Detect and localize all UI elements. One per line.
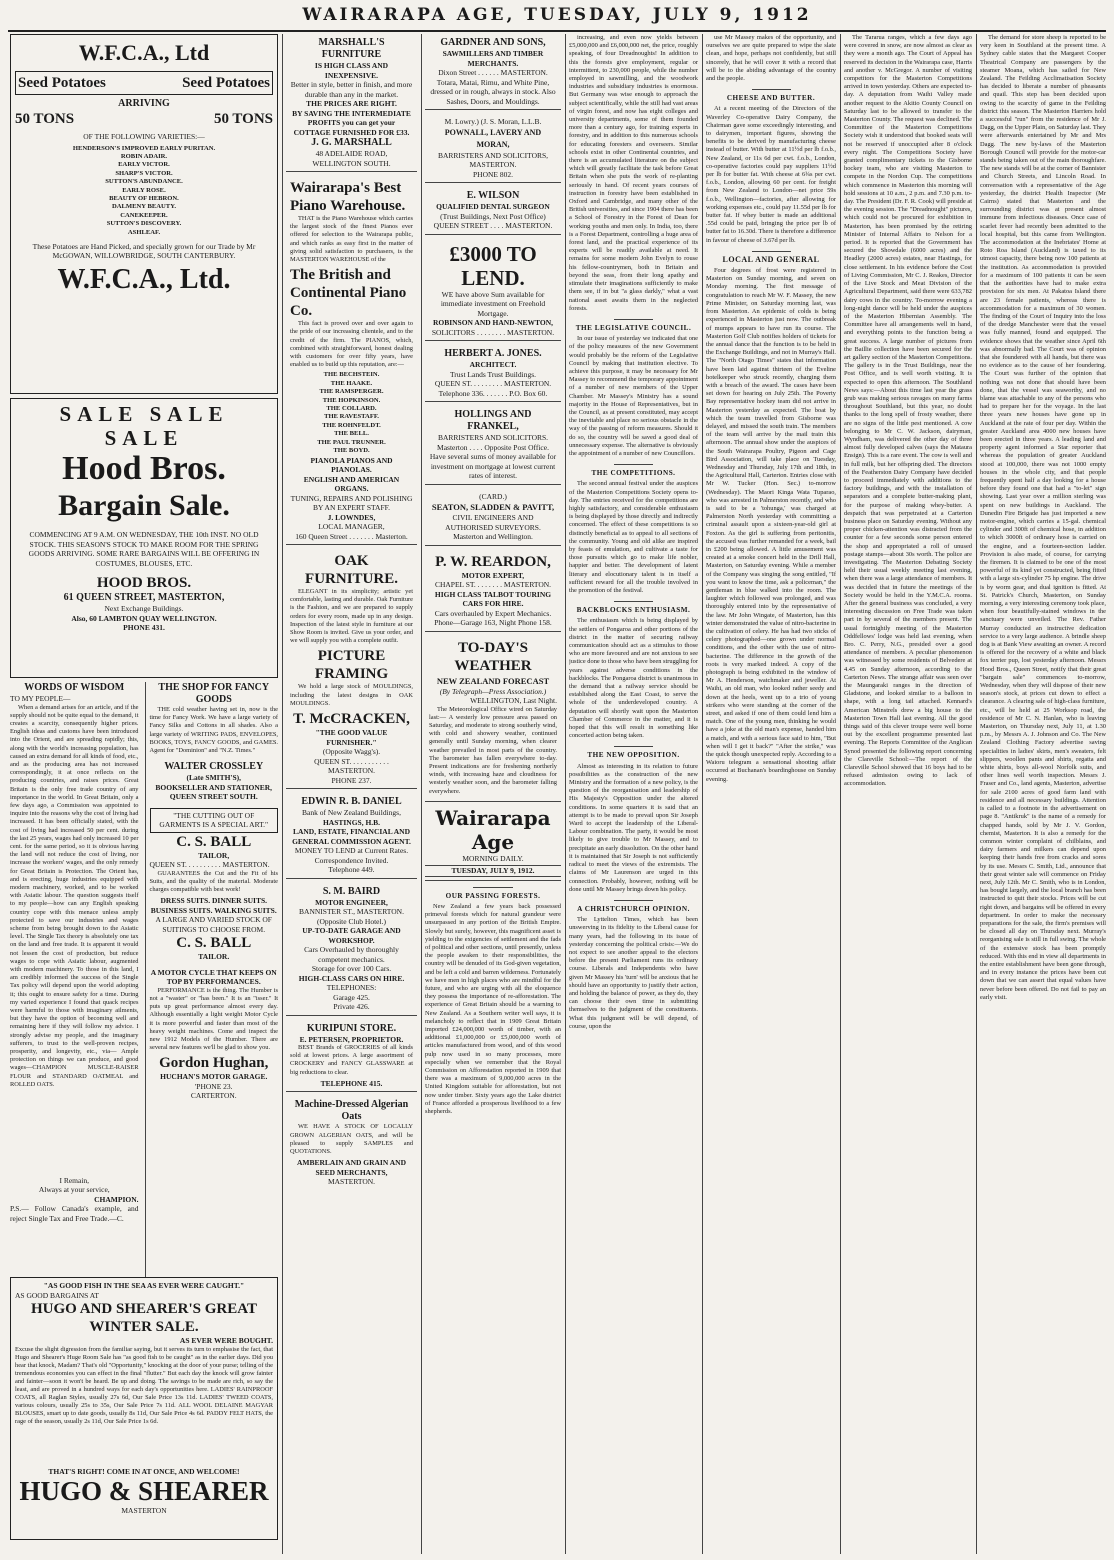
variety-item: ASHLEAF.	[127, 228, 161, 236]
ball-text: GUARANTEES the Cut and the Fit of his Suits, and the quality of the material. Moderate charges compatible with best work!	[149, 869, 278, 894]
tons-left: 50 TONS	[15, 111, 75, 127]
piano-item: THE BOYD.	[333, 447, 370, 455]
column-rule	[840, 34, 841, 1554]
hughan-town: CARTERTON.	[190, 1091, 237, 1101]
mccracken-address: QUEEN ST. . . . . . . . . . . MASTERTON.	[314, 756, 389, 776]
mccracken-phone: PHONE 237.	[331, 775, 372, 785]
column-rule	[702, 34, 703, 1554]
forests-heading: OUR PASSING FORESTS.	[425, 887, 561, 900]
amberlain-name: AMBERLAIN AND GRAIN AND SEED MERCHANTS,	[297, 1158, 406, 1177]
christchurch-text: The Lyttelton Times, which has been unswerving in its fidelity to the Liberal cause for many years, had the following in its issue of yesterday concerning the political crisis:—We do not expect to see another appeal to the electors before the present Parliament runs its ordinary course. Liberals and Independents who have given Mr Massey his 'turn' will be anxious that he should have an opportunity to justify their action, and holding the balance of power, as they do, they can choose their own time in submitting themselves to the judgment of the constituents. What this judgment will be will depend, of course, upon the	[569, 916, 698, 1030]
wilson-name: E. WILSON	[466, 190, 520, 201]
wisdom-ps: P.S.— Follow Canada's example, and reject Single Tax and Free Trade.—C.	[10, 1204, 139, 1223]
local-continued-2: The demand for store sheep is reported to be very keen in Southland at the present time. A Sydney cable states that the Margaret Cooper Theatrical Company are passengers by the steamer Moana, which has sailed for New Zealand. The Feilding Acclimatisation Society has decided to liberate a number of pheasants and quail. This step has been decided upon owing to the scarcity of game in the Feilding district this season. The Masterton Harriers hold a successful "run" from the residence of Mr J. Dagg, on the Upper Plain, on Saturday last. They were afterwards entertained by Mr and Mrs Dagg. The new by-laws of the Masterton Borough Council will provide for the motor-car stands being taken out of the main thoroughfare. The new stands will be at the corner of Bannister and Church Streets, and Lincoln Road. In conversation with a representative of the Age yesterday, the district Health Inspector (Mr Cairns) stated that Masterton and the surrounding district was at present almost immune from infectious diseases. Once case of scarlet fever had recently been admitted to the local hospital, but this came from Wellington. The accommodation at the Inebriates' Home at Roto Roa Island (Auckland) is taxed to its utmost capacity, there being now 100 patients at the institution. As accommodation is provided for a maximum of 100 patients it can be seen that the authorities have had to make extra provision for six men. At Pakatoa Island there are 23 female patients, whereas there is accommodation for a maximum of 30 women. The finding of the Court of Inquiry into the loss of the dredge Manchester were that the vessel was fully manned, found and equipped. The evidence shows that the weather since April 6th was abnormally bad. The Court was of opinion that she foundered with all hands, but there was no evidence as to the cause of her foundering. The Court was further of the opinion that nothing was not done that should have been done, that the vessel was seaworthy, and no blame was attachable to any of the persons who had to prepare her for the voyage. In the last three years new houses have gone up in Auckland at the rate of four per day. Within the greater Auckland area 4000 new houses have been erected in three years. A leading land and property agent informed a Star reporter that whereas the population of greater Auckland stood at 100,000, there was not 1000 empty houses in the whole city, and that people frequently spent half a day looking for a house before they found one that had a "to-let" sign showing. Last year over a million sterling was spent on new buildings in Auckland. The Dunedin Fire Brigade has just imported a new motor-engine, which carries a 15-gal. chemical cylinder and 300ft of chemical hose, in addition to which 3000ft of ordinary hose is carried on the engine, and a fourteen-section ladder. Provision is also made, of course, for carrying the firemen. It is claimed to be one of the most powerful of its kind yet constructed, being fitted with a large six-cylinder 75 hp engine. The drive is by worm gear, and dual ignition is fitted. At St. Patrick's Church, Masterton, on Sunday morning, a very interesting ceremony took place, when four beautifully-stained windows in the sanctuary were unveiled. The Rev. Father Murray conducted an instructive dedication service to a very large audience. A brindle sheep dog is at Bank View awaiting an owner. A record is offered for the recovery of a white and black fox terrier pup, lost yesterday afternoon. Messrs Hood Bros., Queen Street, notify that their great "bargain sale" commences to-morrow, Wednesday, when they will dispose of their new season's stock, at prices cut down to effect a clearance. A clearing sale of high-class furniture, etc., will be held at 25 Worksop road, the residence of Mr C. N. Hanlan, who is leaving Masterton, on Thursday next, July 11, at 1.30 p.m., by Messrs A. J. Johnson and Co. The New Zealand Clothing Factory advertise saving specialities in ladies' skirts, men's sweaters, felt slippers, woollen pants and shirts, regatta and white shirts, boys all-wool Norfolk suits, and other lines well worth inspection. Messrs J. Fraser and Co., land agents, Masterton, advertise for sale 2100 acres of good farm land with residence and all necessary buildings. Attention is called to a footnote in the advertisement on page 8. "Antikruk" is the name of a remedy for chapped hands, sold by Mr J. V. Gordon, chemist, Masterton. It is also a remedy for the common winter complaint of chilblains, and dairy farmers and milkers can depend upon keeping their hands free from cracks and sores by its use. Messrs C. Smith, Ltd., announce that their great winter sale will commence on Friday next, July 12th. Mr C. Smith, who is in London, has bought largely, and the local branch has been instructed to quit their stocks. Prices will be cut right down, and bargains will be offered in every department. In order to make the necessary preparations for the sale, the firm's premises will be closed all day on Thursday next. Murray's reorganising sale is still in full swing. The whole of the extensive stock has been promptly reduced. With this end in view all departments in the entire establishment have been gone through, and in every instance the prices have been cut down that we can assert that equal values have never before been offered. Do not fail to pay an early visit.	[980, 34, 1106, 1001]
column-rule	[421, 34, 422, 1554]
seaton-trade: CIVIL ENGINEERS AND AUTHORISED SURVEYORS.	[445, 513, 541, 532]
crossley-name: WALTER CROSSLEY	[164, 761, 264, 773]
reardon-trade: MOTOR EXPERT,	[461, 570, 525, 580]
weather-subtitle: NEW ZEALAND FORECAST	[436, 675, 550, 686]
seaton-name: SEATON, SLADDEN & PAVITT,	[431, 502, 555, 512]
ball-large: A LARGE AND VARIED STOCK OF SUITINGS TO CHOOSE FROM.	[155, 915, 272, 934]
oats-title: Machine-Dressed Algerian Oats	[294, 1099, 409, 1123]
lowry-firm: POWNALL, LAVERY AND MORAN,	[444, 127, 542, 149]
competitions-heading: THE COMPETITIONS.	[569, 464, 698, 477]
wilson-card	[425, 187, 561, 235]
ball-suits: DRESS SUITS. DINNER SUITS. BUSINESS SUITS. WALKING SUITS.	[150, 896, 277, 915]
tuning-line: TUNING, REPAIRS AND POLISHING BY AN EXPERT STAFF.	[290, 493, 413, 512]
col1-lower-block	[10, 682, 278, 1277]
picture-title: PICTURE FRAMING	[314, 648, 389, 683]
baird-storage: Storage for over 100 Cars.	[311, 964, 392, 974]
christchurch-continued: use Mr Massey makes of the opportunity, and ourselves we are quite prepared to wipe the slate clean, and hope, perhaps not confidently, but still sincerely, that he will cover it with a record that will be to the abiding advantage of the country and the people.	[706, 34, 836, 83]
ball-tailor: TAILOR,	[198, 850, 230, 860]
motor-title: A MOTOR CYCLE THAT KEEPS ON TOP BY PERFORMANCES.	[150, 967, 277, 987]
piano-item: THE RAVESTAFF.	[324, 413, 379, 421]
piano-list	[290, 371, 413, 455]
hollings-address: Masterton . . . . Opposite Post Office.	[437, 442, 549, 452]
baird-opposite: (Opposite Club Hotel.)	[317, 916, 386, 926]
hollings-text: Have several sums of money available for investment on mortgage at lowest current rates of interest.	[429, 452, 557, 480]
wisdom-column	[10, 682, 139, 1277]
weather-report	[425, 636, 561, 802]
hughan-phone: 'PHONE 23.	[194, 1081, 233, 1091]
variety-list	[15, 145, 273, 237]
council-text: In our issue of yesterday we indicated that one of the policy measures of the new Government would probably be the reform of the Legislative Council by making that institution elective. To achieve this purpose, it may be necessary for Mr Massey to recommend the temporary appointment of a number of new members of the Upper Chamber. Mr Massey's Ministry has a sound majority in the House of Representatives, but in the Council, as at present constituted, may accept the inevitable and place no serious obstacle in the way of the passing of reform measures. Should it do so, the country will be saved a good deal of unnecessary expense. The alternative is obviously the appointment of a number of new Councillors.	[569, 335, 698, 457]
jones-address: QUEEN ST. . . . . . . . . MASTERTON.	[434, 379, 552, 388]
local-heading: LOCAL AND GENERAL	[706, 251, 836, 264]
wfca-signature: W.F.C.A., Ltd.	[57, 263, 231, 295]
arriving-label: ARRIVING	[118, 98, 170, 109]
crossley-address: QUEEN STREET SOUTH.	[169, 792, 258, 802]
baird-address: BANNISTER ST., MASTERTON.	[299, 907, 404, 917]
baird-garage-tel: Garage 425.	[333, 992, 370, 1002]
marshall-title: MARSHALL'S FURNITURE	[318, 37, 385, 60]
local-text: Four degrees of frost were registered in Masterton on Sunday morning, and seven on Monday morning. The first message of congratulation to reach Mr W. F. Massey, the new Prime Minister, on Saturday morning last, was from Masterton. An epidemic of colds is being experienced in Masterton just now. The outbreak of mumps appears to have run its course. The Masterton Golf Club notifies holders of tickets for the annual dance that the function is to be held in the Exchange Buildings, and not in Murray's Hall. The "North Otago Times" states that information have been laid against thirteen of the Eveline hotelkeeper who struck recently, charging them with a breach of the award. The cases have been set down for hearing on July 25th. The Poverty Bay representative hockey team did not arrive in Masterton yesterday as expected. The boat by which the team travelled from Gisborne was delayed, and missed the south train. The members of the team will arrive by the mail train this afternoon. The annual show under the auspices of the South Wairarapa Poultry, Pigeon and Cage Bird Association, will take place on Tuesday, Wednesday and Thursday, July 17th and 18th, in the Agricultural Hall, Carterton. Entries close with Mr W. Tucker (Hon. Sec.) to-morrow (Wednesday). The Maori Kinga Wata Tuparao, who was arrested in Palmerston recently, and who is said to be a 'tohunga,' was charged at Palmerston North yesterday with committing a criminal assault upon a sixteen-year-old girl at Foxton. As the girl is suffering from peritonitis, the accused was further remanded for a week, bail in £200 being allowed. A little amusement was created at a smoke concert held in the Drill Hall, Masterton, on Saturday evening. While a member of the Company was singing the song entitled, "If you want to know the time, ask a policeman," the gentleman in blue walked into the room. The laughter which followed was prolonged, and was thoroughly entered into by the representative of the law. Mr John Wingate, of Masterton, has this winter demonstrated the value of nitro-bacterine in the cultivation of celery. He has had two sticks of celery photographed—one grown under normal conditions, and the other with the use of nitro-bacterine. The difference in the growth of the roots is very marked indeed. A copy of the photograph is being exhibited in the window of Mr A. Henderson, watchmaker and jeweller. At Waihi, an old man, who looked rather seedy and down at the heels, went up to a trio of young strikers who were standing at the corner of the street, and asked if one of them could lend him a match. One of the young men, thinking he would have a joke at the old man's expense, handed him a match, and with a serious face said to him, "But when will I get it back?" "After the strike," was the quick though unexpected reply. According to a Waioru telegram a sensational shooting affair occurred at Buchanan's boardinghouse on Sunday evening.	[706, 267, 836, 783]
age-title: Wairarapa Age	[435, 805, 551, 854]
crossley-trade: BOOKSELLER AND STATIONER,	[155, 782, 273, 792]
hood-also: Also, 60 LAMBTON QUAY WELLINGTON.	[71, 613, 217, 623]
lend-heading: £3000 TO LEND.	[449, 241, 537, 290]
lowry-town: MASTERTON.	[469, 160, 517, 169]
reardon-card	[425, 550, 561, 632]
variety-item: HENDERSON'S IMPROVED EARLY PURITAN.	[72, 144, 216, 152]
column-rule	[976, 34, 977, 1554]
lowry-phone: PHONE 802.	[472, 169, 513, 179]
hood-sale-text: COMMENCING AT 9 A.M. ON WEDNESDAY, THE 10th INST. NO OLD STOCK. THIS SEASON'S STOCK TO MAKE ROOM FOR THE SPRING GOODS ARRIVING. SOME RARE BARGAINS WILL BE OFFERING IN COSTUMES, BLOUSES, ETC.	[28, 530, 260, 568]
mccracken-name: T. McCRACKEN,	[293, 711, 410, 728]
seaton-town: Masterton and Wellington.	[453, 532, 533, 541]
reardon-cars: HIGH CLASS TALBOT TOURING CARS FOR HIRE.	[434, 589, 552, 608]
baird-title: S. M. BAIRD	[322, 885, 381, 897]
jones-trade: ARCHITECT.	[469, 360, 517, 369]
editorial-nameplate	[425, 806, 561, 881]
column-2	[286, 34, 417, 1554]
mccracken-opposite: (Opposite Wagg's).	[322, 747, 381, 757]
daniel-bank: Bank of New Zealand Buildings,	[302, 808, 401, 818]
tons-right: 50 TONS	[213, 111, 273, 127]
gardner-address: Dixon Street . . . . . . MASTERTON.	[438, 68, 548, 77]
british-text: This fact is proved over and over again to the pride of our increasing clientele, and to the credit of the firm. The PIANOS, which, combined with straightforward, honest dealing with customers for over fifty years, have enabled us to build up this reputation, are:—	[290, 320, 413, 369]
seed-left: Seed Potatoes	[18, 75, 106, 91]
variety-item: BEAUTY OF HEBRON.	[109, 194, 179, 202]
variety-item: SUTTON'S DISCOVERY.	[106, 220, 182, 228]
column-7	[980, 34, 1106, 1554]
ball-address: QUEEN ST. . . . . . . . . . MASTERTON.	[149, 860, 270, 870]
baird-advertisement	[286, 883, 417, 1016]
baird-telephones: TELEPHONES:	[326, 983, 377, 993]
hugo-shearer-advertisement	[10, 1277, 278, 1540]
sale-banner: SALE SALE SALE	[59, 402, 229, 450]
potato-note: These Potatoes are Hand Picked, and specially grown for our Trade by Mr McGOWAN, WILLOWBRIDGE, SOUTH CANTERBURY.	[32, 241, 256, 261]
weather-dateline: WELLINGTON, Last Night.	[470, 696, 557, 705]
hugo-place: MASTERTON	[121, 1506, 167, 1515]
hugo-great: HUGO AND SHEARER'S GREAT WINTER SALE.	[30, 1301, 257, 1335]
forests-text: New Zealand a few years back possessed primeval forests which for natural grandeur were unsurpassed in any portion of the British Empire. Slowly but surely, however, this magnificent asset is yielding to the exigencies of settlement and the fads of political and other sections, until presently, unless the people awaken to their responsibilities, the country will be denuded of its God-given vegetation, and be left a cold and barren wilderness. Fortunately we have men in high places who are mindful for the future, and who are urging with all the eloquence they possess the importance of re-afforestation. The experience of Great Britain should be a warning to New Zealand. As a Southern writer well says, it is melancholy to reflect that in 1909 Great Britain imported £24,000,000 worth of timber, with an additional £1,000,000 or £5,000,000 worth of articles manufactured from wood, and of this wood pulp now used in so many processes, more especially when we remember that the Royal Commission on Afforestation reported in 1909 that there was a maximum of 9,000,000 acres in the United Kingdom suitable for afforestation, but not now under timber. Sixty years ago the Lake district of France afforded a prosperous livelihood to a few shepherds.	[425, 902, 561, 1116]
ball-name-2: C. S. BALL	[176, 935, 252, 952]
daniel-town: HASTINGS, H.B.	[322, 817, 381, 827]
baird-garage: UP-TO-DATE GARAGE AND WORKSHOP.	[302, 926, 401, 945]
variety-item: DALMENY BEAUTY.	[112, 203, 176, 211]
weather-text: The Meteorological Office wired on Saturday last:— A westerly low pressure area passed on Saturday, and moderate to strong southerly wind, with cold and showery weather, continued generally until Sunday morning, when clearer weather prevailed in most parts of the country. The barometer has fallen everywhere to-day. Present indications are for freshening northerly winds, with increasing haze and cloudiness for westerly weather soon, and the barometer falling everywhere.	[429, 705, 557, 795]
seed-right: Seed Potatoes	[182, 75, 270, 91]
wfca-advertisement	[10, 34, 278, 394]
piano-item: THE HOPKINSON.	[322, 396, 381, 404]
opposition-text: Almost as interesting in its relation to future possibilities as the construction of the new Ministry and the formation of a new policy, is the question of the reorganisation and leadership of His Majesty's Opposition under the altered conditions. In some quarters it is said that an attempt is to be made to prevail upon Sir Joseph Ward to accept the leadership of the Liberal-Labour combination. The party, it would be most likely to give trouble to Mr Massey, and to precipitate an early dissolution. On the other hand it is maintained that Sir Joseph is not sufficiently radical to meet the views of the extremists. The claims of Mr Laurenson are urged in this connection. Probably, however, nothing will be done until Mr Massey brings down his policy.	[569, 762, 698, 893]
motor-text: PERFORMANCE is the thing. The Humber is not a "waster" or "has been." It is an "isser." It puts up great performance almost every day. Although essentially a light weight Motor Cycle it is more powerful and faster than most of the heavy weight machines. Come and inspect the new 1912 Models of the Humber. There are several new features we'll be glad to show you.	[149, 986, 278, 1052]
column-rule	[282, 34, 283, 1554]
baird-private-tel: Private 426.	[333, 1002, 370, 1012]
jones-tel: Telephone 336. . . . . . . P.O. Box 60.	[438, 388, 548, 398]
lend-trade: SOLICITORS . . . . . . . . MASTERTON.	[431, 327, 555, 337]
gardner-name: GARDNER AND SONS,	[440, 37, 546, 48]
hugo-quote: "AS GOOD FISH IN THE SEA AS EVER WERE CAUGHT."	[43, 1281, 245, 1290]
hood-next: Next Exchange Buildings.	[104, 604, 184, 613]
hood-bros-advertisement	[10, 398, 278, 678]
wfca-heading: W.F.C.A., Ltd	[78, 40, 210, 65]
lowry-names: M. Lowry.) (J. S. Moran, L.L.B.	[444, 117, 542, 126]
marshall-sub: IS HIGH CLASS AND INEXPENSIVE.	[314, 61, 389, 80]
wisdom-body: When a demand arises for an article, and if the supply should not be quite equal to the demand, it creates a scarcity, consequently higher prices. English ideas and customs have been introduced into the Orient, and are spreading rapidly; this, along with the world's increasing population, has caused an extra demand for all kinds of food, etc., and as the producing area has not increased correspondingly, it at once reflects on the producing countries, and raises prices. Great Britain is the only free trade country of any importance in the world. In Great Britain, only a few days ago, a Commission was appointed to inquire into the reasons why the cost of living had increased. It has been officially stated, with the cost of living had increased 50 per cent. during the last 25 years, wages had only increased 10 per cent. for the same period, so it is obvious having the land will not reduce the cost of living, nor increase the workers' wages, and the only remedy for Great Britain is Protection. The Orient has, and is erecting, huge industries equipped with modern machinery, worked, and to be worked with Asiatic labour. The question suggests itself to my people—how can any English speaking country cope with this menace unless amply protected to save our industries and wages scheme from being brought down to the Asiatic level. The Single Tax theory is absolutely one tax on the land and free trade. It is apparent it would not lessen the cost of production, but reduce wages to cope with Asiatic labour, augmented with modern machinery. To those in this land, I am credibly informed the success of the Single Tax policy will depend upon the world adopting it; this ought to ensure safety for a time. During my varied experience I found that quack recipes were harmful to those with imaginary ailments, but they have the option of becoming well and remaining here if they will follow my advice. I strongly advise my people, and the imaginary sufferers, to trust to the well-proven recipes, prosperity, and longevity, etc., via— Ample protection on things we can produce, and good wages—CHAMPION MUSCLE-RAISER FLOUR and STANDARD OATMEAL and ROLLED OATS.	[10, 703, 139, 1088]
piano-item: THE COLLARD.	[326, 405, 377, 413]
oak-text: ELEGANT in its simplicity; artistic yet comfortable, lasting and durable. Oak Furniture is the Fashion, and we are prepared to supply orders for every room, made up in any design. Inspection of the latest style in furniture at our Show Room is invited. Give us your order, and we will supply you with a complete outfit.	[290, 588, 413, 645]
hugo-as: AS GOOD BARGAINS AT	[15, 1290, 99, 1300]
lowndes-name: J. LOWNDES,	[327, 512, 376, 522]
oak-advertisement	[286, 549, 417, 789]
oats-advertisement	[286, 1096, 417, 1189]
kuripuni-proprietor: E. PETERSEN, PROPRIETOR.	[299, 1034, 404, 1044]
variety-item: ROBIN ADAIR.	[120, 152, 168, 160]
column-5	[706, 34, 836, 1554]
column-3	[425, 34, 561, 1554]
christchurch-heading: A CHRISTCHURCH OPINION.	[569, 900, 698, 913]
hollings-trade: BARRISTERS AND SOLICITORS.	[437, 433, 549, 442]
lend-firm: ROBINSON AND HAND-NEWTON,	[432, 318, 554, 327]
piano-item: THE ROHNFELDT.	[322, 421, 381, 429]
competitions-text: The second annual festival under the auspices of the Masterton Competitions Society opens to-day. The entries received for the competitions are highly satisfactory, and considerable enthusiasm is being displayed by those directly and indirectly concerned. The effect of these competitions is so distinctly beneficial as to appeal to all sections of the community. Young and old alike are inspired by feasts of emulation, and cultivate a taste for those pursuits which go to make life nobler, happier and better. The development of latent literary and elocutionary talent is in itself a sufficient reward for all the trouble involved in the promotion of the festival.	[569, 480, 698, 594]
variety-item: CANEKEEPER.	[120, 211, 168, 219]
baird-sub: MOTOR ENGINEER,	[315, 897, 388, 907]
piano-item: THE BELL.	[334, 430, 369, 438]
piano-item: THE PAUL TRUNNER.	[317, 438, 386, 446]
organs-line: ENGLISH AND AMERICAN ORGANS.	[303, 474, 400, 493]
column-1	[10, 34, 278, 1554]
marshall-advertisement	[286, 34, 417, 172]
piano-advertisement	[286, 176, 417, 545]
age-daily: MORNING DAILY.	[462, 853, 524, 863]
ball-tailor-2: TAILOR.	[198, 952, 230, 962]
marshall-address: 48 ADELAIDE ROAD,	[315, 149, 388, 158]
hood-address: 61 QUEEN STREET, MASTERTON,	[63, 592, 225, 603]
wisdom-title: WORDS OF WISDOM	[24, 682, 125, 693]
kuripuni-tel: TELEPHONE 415.	[320, 1078, 383, 1088]
variety-item: SUTTON'S ABUNDANCE.	[105, 178, 183, 186]
kuripuni-advertisement	[286, 1020, 417, 1093]
hughan-sub: HUCHAN'S MOTOR GARAGE.	[160, 1072, 268, 1082]
amberlain-town: MASTERTON.	[327, 1177, 376, 1187]
shop-text: THE cold weather having set in, now is the time for Fancy Work. We have a large variety of Fancy Silks and Cottons in all shades. Also a large variety of WRITING PADS, ENVELOPES, BOOKS, TOYS, FANCY GOODS, and GAMES. Agent for "Dominion" and "N.Z. Times."	[149, 706, 278, 755]
gardner-card	[425, 34, 561, 110]
varieties-intro: OF THE FOLLOWING VARIETIES:—	[83, 132, 205, 141]
hugo-ever: AS EVER WERE BOUGHT.	[179, 1336, 273, 1345]
seaton-card	[425, 489, 561, 546]
baird-cars: Cars Overhauled by thoroughly competent mechanics.	[304, 945, 399, 964]
daniel-agent: LAND, ESTATE, FINANCIAL AND GENERAL COMMISSION AGENT.	[292, 827, 411, 846]
column-6	[844, 34, 972, 1554]
hood-phone: PHONE 431.	[123, 623, 165, 632]
tons-row	[15, 110, 273, 128]
variety-item: EARLY VICTOR.	[118, 161, 170, 169]
ball-quote: "THE CUTTING OUT OF GARMENTS IS A SPECIAL ART."	[150, 808, 279, 833]
forests-continued: increasing, and even now yields between £5,000,000 and £6,000,000 net, the price, roughly speaking, of four Dreadnoughts! In addition to this the forests give employment, regular or intermittent, to 230,000 people, while the number employed in sawmilling, and the woodwork industries and subsidiary industries is enormous. But Germany was wise enough to approach the subject scientifically, while the still had vast areas of virgin forest, and now has eight colleges and university departments, some of them founded more than a century ago, for training experts in forestry, and in addition to this numerous schools for educating foresters and overseers. Similar schools exist in other Continental countries, and there is an accumulated literature on the subject which will greatly facilitate the task before Great Britain when she puts the work of re-planting seriously in hand. Of recent years courses of instruction in forestry have been established in Oxford and Cambridge, and many other of the British universities, and since 1904 there has been a School of Forestry in the Forest of Dean for working youths and men only. In India, too, there is a Forest Department, controlling a huge area of forest land, and the practical experience of its experts will be readily available at need. It remains for some modern John Evelyn to rouse his fellow-countrymen, both in Britain and beyond the seas, from their long apathy and stimulate their imaginations sufficiently to make them see, if in but "a glass darkly," what a vast national asset awaits them in the neglected forests.	[569, 34, 698, 312]
hughan-name: Gordon Hughan,	[159, 1055, 269, 1072]
masthead-rule	[8, 30, 1106, 32]
marshall-saving: BY SAVING THE INTERMEDIATE PROFITS you can get your COTTAGE FURNISHED FOR £33.	[292, 108, 411, 137]
column-rule	[565, 34, 566, 1554]
reardon-name: P. W. REARDON,	[435, 553, 551, 570]
backblocks-heading: BACKBLOCKS ENTHUSIASM.	[569, 601, 698, 614]
daniel-tel: Telephone 449.	[328, 865, 375, 875]
ball-column	[145, 682, 279, 1277]
piano-title: Wairarapa's Best Piano Warehouse.	[290, 180, 406, 214]
lend-text: WE have above Sum available for immediate investment on Freehold Mortgage.	[440, 289, 546, 318]
piano-item: THE HAAKE.	[330, 379, 373, 387]
weather-title: TO-DAY'S WEATHER	[454, 639, 532, 674]
hugo-come: THAT'S RIGHT! COME IN AT ONCE, AND WELCOME!	[48, 1466, 240, 1476]
lowndes-title: LOCAL MANAGER,	[318, 522, 385, 531]
british-title: The British and Continental Piano Co.	[290, 267, 407, 320]
oats-text: WE HAVE A STOCK OF LOCALLY GROWN ALGERIAN OATS, and will be pleased to supply SAMPLES and QUOTATIONS.	[290, 1123, 413, 1155]
seed-potato-banner	[15, 71, 273, 95]
lowndes-address: 160 Queen Street . . . . . . . Masterton.	[295, 531, 408, 541]
kuripuni-title: KURIPUNI STORE.	[306, 1022, 397, 1034]
jones-building: Trust Lands Trust Buildings.	[449, 369, 536, 379]
gardner-text: Totara, Matai, Rimu, and White Pine, dressed or in rough, always in stock. Also Sashes, Doors, and Mouldings.	[430, 77, 556, 106]
daniel-advertisement	[286, 793, 417, 879]
hood-bros-name: HOOD BROS.	[96, 575, 192, 591]
wisdom-subtitle: TO MY PEOPLE—	[10, 694, 71, 703]
piano-text: THAT is the Piano Warehouse which carries the largest stock of the finest Pianos ever offered for selection to the Wairarapa public, and which ranks as easy first in the matter of giving solid satisfaction to purchasers, is the MASTERTON WAREHOUSE of the	[290, 215, 413, 264]
age-date: TUESDAY, JULY 9, 1912.	[425, 865, 561, 877]
wisdom-sign3: CHAMPION.	[94, 1194, 139, 1204]
lowry-trade: BARRISTERS AND SOLICITORS,	[437, 150, 549, 160]
shop-title: THE SHOP FOR FANCY GOODS	[158, 682, 270, 705]
opposition-heading: THE NEW OPPOSITION.	[569, 746, 698, 759]
cheese-text: At a recent meeting of the Directors of the Waverley Co-operative Dairy Company, the Chairman gave some exceedingly interesting, and to dairymen, important figures, showing the benefits to be derived by manufacturing cheese instead of butter. With butter at 11½d per lb f.o.b., New Zealand, or 11s 6d per cwt. f.o.b., London, co-operative factories could pay suppliers 11½d per lb for butter fat. With cheese at 6¾s per cwt. f.o.b., London, allowing 60 per cent. for freight from New Zealand to London—net price 59s f.o.b., Wellington—factories, after allowing for working expenses etc., could pay 11.55d per lb for butter fat. If whey butter is made an additional .55d could be paid, bringing the price per lb of butter fat to 16.30d. There is therefore a difference in favour of cheese of 3.67d per lb.	[706, 105, 836, 244]
council-heading: THE LEGISLATIVE COUNCIL.	[569, 319, 698, 332]
piano-item: THE BECHSTEIN.	[323, 371, 380, 379]
hollings-card	[425, 406, 561, 485]
column-4	[569, 34, 698, 1554]
hood-heading: Hood Bros.	[62, 450, 226, 487]
jones-name: HERBERT A. JONES.	[444, 348, 542, 359]
hollings-name: HOLLINGS AND FRANKEL,	[454, 409, 532, 432]
hugo-text: Excuse the slight digression from the familiar saying, but it serves its turn to emphasise the fact, that Hugo and Shearer's Huge Room Sale has "as good fish to be caught" as in the earlier days. Did you hear that knock, Madam? That's old "Opportunity," knocking at the door of your purse; telling of the tremendous economies you can effect in the final "flutter." But each day the knock will grow fainter and fainter—soon it won't be heard. Be up and doing. The savings to be made are rich, so say the least, and are proved in a hundred ways for each day's opportunities here. LADIES' RAINPROOF COATS, all Raglan Styles, usually 27s 6d, Our Sale Price 13s 11d. LADIES' TWEED COATS, various colours, usually 25s to 35s, Our Sale Price 7s 11d. ALL WOOL DELAINE MAGYAR BLOUSES, smart up to date goods, usually 8s 11d, Our Sale Price 4s 6d. PADDY FELT HATS, the rage of the season, usually 2s 11d, Our Sale Price 1s 6d.	[15, 1345, 273, 1425]
baird-hire: HIGH-CLASS CARS ON HIRE.	[298, 973, 405, 983]
crossley-late: (Late SMITH'S),	[186, 773, 242, 783]
daniel-title: EDWIN R. B. DANIEL	[301, 796, 402, 808]
reardon-text: Cars overhauled by Expert Mechanics.	[434, 608, 552, 618]
daniel-corr: Correspondence Invited.	[314, 855, 389, 865]
picture-text: We hold a large stock of MOULDINGS, including the latest designs in OAK MOULDINGS.	[290, 683, 413, 707]
reardon-phone: Phone—Garage 163, Night Phone 158.	[434, 618, 552, 627]
pianola-line: PIANOLA PIANOS AND PIANOLAS.	[310, 455, 393, 474]
ball-name: C. S. BALL	[176, 833, 252, 850]
wisdom-sign1: I Remain,	[59, 1175, 90, 1185]
bargain-heading: Bargain Sale.	[58, 489, 230, 522]
oak-title: OAK FURNITURE.	[305, 553, 398, 587]
reardon-address: CHAPEL ST. . . . . . . . MASTERTON.	[434, 580, 552, 589]
variety-item: SHARP'S VICTOR.	[115, 169, 173, 177]
wilson-address: (Trust Buildings, Next Post Office) QUEEN STREET . . . . MASTERTON.	[433, 211, 553, 230]
hugo-big-name: HUGO & SHEARER	[19, 1476, 269, 1506]
lend-card	[425, 239, 561, 342]
mccracken-motto: "THE GOOD VALUE FURNISHER."	[315, 728, 388, 747]
weather-by: (By Telegraph—Press Association.)	[439, 686, 547, 696]
page-masthead: WAIRARAPA AGE, TUESDAY, JULY 9, 1912	[302, 5, 812, 25]
marshall-text: Better in style, better in finish, and more durable than any in the market.	[290, 80, 413, 99]
gardner-sub: SAWMILLERS AND TIMBER MERCHANTS.	[442, 49, 544, 68]
lowry-card	[425, 114, 561, 183]
wilson-trade: QUALIFIED DENTAL SURGEON	[436, 202, 550, 211]
daniel-money: MONEY TO LEND at Current Rates.	[294, 846, 409, 856]
wisdom-sign2: Always at your service,	[38, 1185, 110, 1194]
piano-item: THE RAMSPERGER.	[319, 388, 384, 396]
variety-item: EARLY ROSE.	[122, 186, 166, 194]
marshall-town: WELLINGTON SOUTH.	[312, 158, 391, 168]
jones-card	[425, 345, 561, 402]
card-label: (CARD.)	[479, 491, 507, 501]
kuripuni-text: BEST Brands of GROCERIES of all kinds sold at lowest prices. A large assortment of CROCKERY and FANCY GLASSWARE at big reductions to clear.	[290, 1044, 413, 1076]
backblocks-text: The enthusiasm which is being displayed by the settlers of Pongaroa and other portions of the district in the matter of securing railway communication should act as a stimulus to those who are more favoured and are not anxious to see justice done to those who have been struggling for years against adverse conditions in the backblocks. The Pongaroa district is unanimous in the demand that a railway service should be established along the East Coast, to serve the whole of the underdeveloped country. A deputation will shortly wait upon the Masterton Chamber of Commerce in the matter, and it is hoped that this will result in something like concerted action being taken.	[569, 617, 698, 740]
local-continued: The Tararua ranges, which a few days ago were covered in snow, are now almost as clear as they were a month ago. The Court of Appeal has reserved its decision in the Wairarapa case, Harris and another v. McGregor. A number of visiting competitors for the Masterton Competitions arrived in town yesterday. Others are expected to-day. A deputation from Waihi Valley made another request to the Akitio County Council on Saturday last to be allowed to transfer to the Masterton County. The request was declined. The Committee of the Masterton Competitions Society wish it understood that booked seats will not be reserved if unoccupied after 8 o'clock every night. The Competitions Society have granted complimentary tickets to the Gisborne hockey team, who are visiting Masterton to compete in the Nordon Cup. The competitions which commence in Masterton this morning will hold sessions at 10 a.m., 2 p.m. and 7.30 p.m. to-day. The President (Dr. F. R. Cook) will preside at the evening session. The "Dreadnought" pictures, which could not be procured for exhibition in Masterton, has been promised by the retiring Minister of Internal Affairs to Nelson for a period. It is reported that the Government has secured the Showdale (6000 acres) and the Headley (2000 acres) estates, near Hastings, for close settlement. In his evidence before the Cost of Living Commission, Mr C. J. Reakes, Director of the Live Stock and Meat Division of the Agricultural Department, said there were 633,782 dairy cows in the country. To-morrow evening a long-night dance will be held under the auspices of the Masterton Hibernian Assembly. The Committee have all arrangements well in hand, and everything points to the function being a great success. A large number of pictures from the Baillie collection have been secured for the art gallery section of the Masterton Competitions. The gallery is in the Trust Buildings, near the Post Office, and is well worth visiting. It is expected to open this afternoon. The Southland News says:—About this time last year the grass grub was making serious ravages on many farms throughout Southland, but this year, no doubt thanks to the long spell of frosty weather, there are no signs of the little pest mentioned. A cow belonging to Mr C. W. Jackson, dairyman, Wyndham, was delivered the other day of three almost fully developed calves (says the Mataura Ensign). This is a rare event. The cow is well and in full milk, but her offspring died. The directors of the Featherston Dairy Company have decided to proceed immediately with additions to the factory buildings, and with the installation of separators and a complete butter-making plant, for the purpose of making whey-butter. A despatch that was perpetrated at a Carterton business place on Saturday evening. Without any proper chicken-attention was distracted from the counter for a few seconds some person entered the shop and appropriated a roll of unused postage stamps—about 30s worth. The police are investigating. The Masterton Debating Society held their usual weekly meeting last evening, when there was a large attendance of members. It was decided that in future the meetings of the Society would be held in the Y.M.C.A. rooms. After the general business was concluded, a very interesting discussion on Free Trade was taken part in by several of the members present. The usual fortnightly meeting of the Masterton Oddfellows' lodge was held last evening, when Bro. C. Perry, N.G., presided over a good attendance of members. A peculiar phenomenon was witnessed by some residents of Belvedere at 4.45 on Sunday afternoon, according to the Carterton News. The strange affair was seen over the Maungaraki ranges in the direction of Gladstone, and looked similar to a balloon in shape, with a long tail attached. Kennard's American Minstrels drew a big house to the Masterton Town Hall last evening. All the good things said of this clever troupe were well borne out by the excellent programme presented last evening. The Reports Committee of the Anglican Synod presented the following report concerning the Clareville School:—The report of the Clareville School showed that 16 boys had to be refused admission owing to lack of accommodation.	[844, 34, 972, 788]
marshall-name: J. G. MARSHALL	[311, 137, 392, 148]
marshall-prices: THE PRICES ARE RIGHT.	[306, 99, 397, 108]
cheese-heading: CHEESE AND BUTTER.	[706, 89, 836, 102]
